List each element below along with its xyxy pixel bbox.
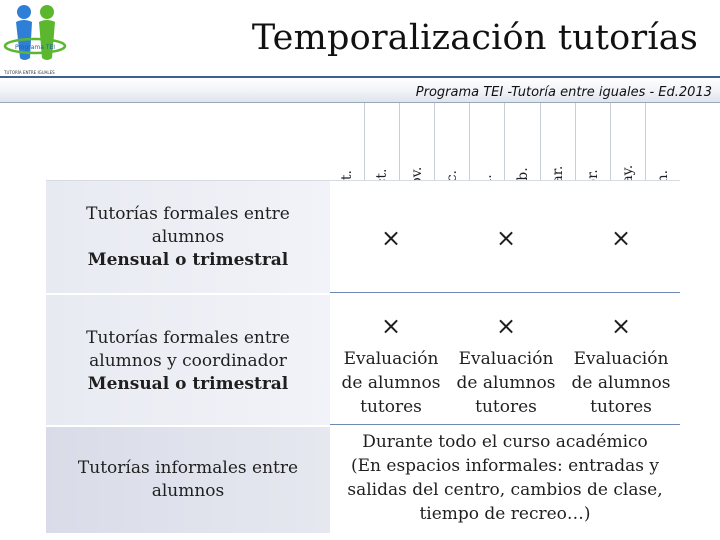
informal-note [330,430,680,526]
month-col [540,103,575,180]
informal-note-line: (En espacios informales: entradas y [350,456,660,476]
row-label-line: alumnos [151,227,225,247]
logo-graphic [2,0,68,74]
informal-note-line: salidas del centro, cambios de clase, [347,480,663,500]
row-frequency: Mensual o trimestral [87,250,289,270]
row-label [46,425,330,533]
row-label-line: alumnos y coordinador [89,350,287,371]
program-logo [2,0,68,74]
evaluation-line: tutores [590,397,652,417]
month-col [434,103,469,180]
table-row [46,180,680,294]
page-subtitle: Programa TEI -Tutoría entre iguales - Ed.2013 [415,85,712,100]
month-col [330,103,364,180]
row-label-line: alumnos [151,481,225,501]
month-col [610,103,645,180]
row-label [46,181,330,294]
informal-note-line: tiempo de recreo…) [419,504,591,524]
evaluation-note [563,347,679,419]
month-col [364,103,399,180]
evaluation-line: Evaluación [458,349,554,369]
check-mark: × [610,224,632,252]
row-label-line: Tutorías formales entre [86,327,290,348]
evaluation-line: de alumnos [341,373,441,393]
evaluation-note [333,347,449,419]
check-mark: × [610,312,632,340]
evaluation-line: Evaluación [343,349,439,369]
row-frequency: Mensual o trimestral [87,373,289,394]
evaluation-line: de alumnos [571,373,671,393]
evaluation-line: tutores [360,397,422,417]
row-label [46,293,330,427]
months-header [330,103,680,180]
evaluation-line: de alumnos [456,373,556,393]
month-col [504,103,539,180]
page-title: Temporalización tutorías [251,18,698,58]
check-mark: × [380,224,402,252]
header-bar [0,76,720,103]
month-col [645,103,680,180]
evaluation-note [448,347,564,419]
month-col [469,103,504,180]
evaluation-line: tutores [475,397,537,417]
check-mark: × [495,224,517,252]
logo-text: Programa TEI [14,44,56,51]
row-label-line: Tutorías formales entre [86,204,290,224]
month-col [399,103,434,180]
evaluation-line: Evaluación [573,349,669,369]
row-label-line: Tutorías informales entre [77,458,299,478]
logo-caption: TUTORÍA ENTRE IGUALES [4,70,55,75]
check-mark: × [495,312,517,340]
informal-note-line: Durante todo el curso académico [362,432,648,452]
check-mark: × [380,312,402,340]
month-col [575,103,610,180]
